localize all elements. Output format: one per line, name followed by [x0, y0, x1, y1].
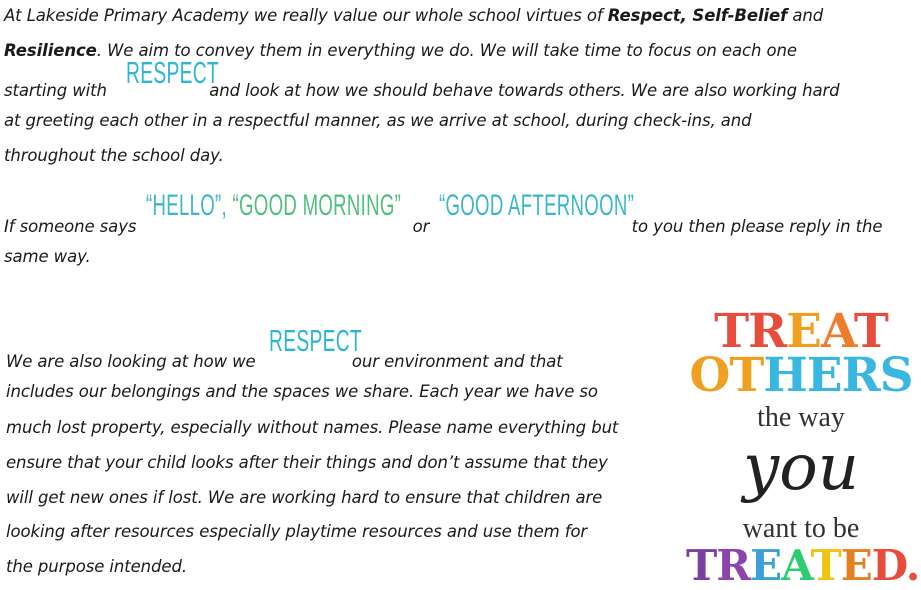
text-segment: and	[787, 6, 824, 25]
text-line: at greeting each other in a respectful manner, as we arrive at school, during check-ins, and	[4, 111, 752, 130]
text-line: will get new ones if lost. We are working hard to ensure that children are	[6, 488, 603, 507]
poster-treated	[686, 541, 920, 590]
poster-letter: E	[786, 304, 821, 359]
text-segment: . We aim to convey them in everything we do. We will take time to focus on each one	[96, 41, 797, 60]
poster-letter: T	[714, 304, 749, 359]
poster-letter: E	[806, 348, 842, 403]
poster-the-way: the way	[757, 402, 845, 433]
text-segment: We are also looking at how we	[6, 352, 256, 371]
text-segment: to you then please reply in the	[631, 217, 883, 236]
text-line	[4, 55, 840, 101]
poster-letter: S	[879, 348, 913, 403]
greeting-good-morning: “GOOD MORNING”	[232, 189, 401, 222]
text-segment: At Lakeside Primary Academy we really value our whole school virtues of	[4, 6, 608, 25]
virtues-bold: Respect, Self-Belief	[607, 6, 788, 25]
respect-highlight: RESPECT	[126, 55, 220, 90]
text-segment: our environment and that	[351, 352, 563, 371]
treat-others-poster	[686, 304, 921, 590]
greeting-hello: “HELLO”	[145, 189, 222, 222]
poster-letter: H	[763, 348, 807, 403]
text-line	[4, 6, 823, 26]
text-line: looking after resources especially playtime resources and use them for	[6, 522, 588, 541]
poster-want-to-be: want to be	[742, 513, 860, 544]
poster-letter: T	[853, 304, 888, 359]
text-line	[4, 41, 797, 61]
poster-letter: E	[750, 541, 782, 590]
poster-letter: A	[781, 541, 811, 590]
poster-letter: D	[871, 541, 906, 590]
text-segment: or	[412, 217, 430, 236]
poster-letter: T	[810, 541, 841, 590]
poster-letter: R	[716, 541, 751, 590]
text-line: includes our belongings and the spaces we share. Each year we have so	[6, 382, 598, 401]
respect-highlight: RESPECT	[268, 323, 362, 358]
poster-letter: R	[748, 304, 787, 359]
text-line: throughout the school day.	[4, 146, 224, 165]
text-line	[4, 189, 883, 237]
virtue-resilience-bold: Resilience	[4, 41, 97, 60]
poster-letter: T	[686, 541, 717, 590]
text-line: same way.	[4, 247, 91, 266]
poster-you: you	[743, 431, 859, 505]
poster-letter: T	[729, 348, 764, 403]
text-line: much lost property, especially without names. Please name everything but	[6, 418, 619, 437]
greeting-comma: ,	[221, 189, 227, 222]
text-segment: starting with	[4, 81, 107, 100]
poster-others	[686, 348, 916, 403]
greeting-highlights	[145, 189, 401, 222]
poster-letter: A	[820, 304, 854, 359]
greeting-good-afternoon: “GOOD AFTERNOON”	[438, 189, 634, 222]
text-line	[6, 323, 563, 372]
text-line: ensure that your child looks after their things and don’t assume that they	[6, 453, 608, 472]
text-segment: and look at how we should behave towards others. We are also working hard	[209, 81, 840, 100]
poster-letter: R	[841, 348, 880, 403]
text-line: the purpose intended.	[6, 557, 187, 576]
poster-letter: E	[840, 541, 872, 590]
text-segment: If someone says	[4, 217, 137, 236]
poster-letter: O	[689, 348, 730, 403]
poster-letter: .	[905, 541, 920, 590]
